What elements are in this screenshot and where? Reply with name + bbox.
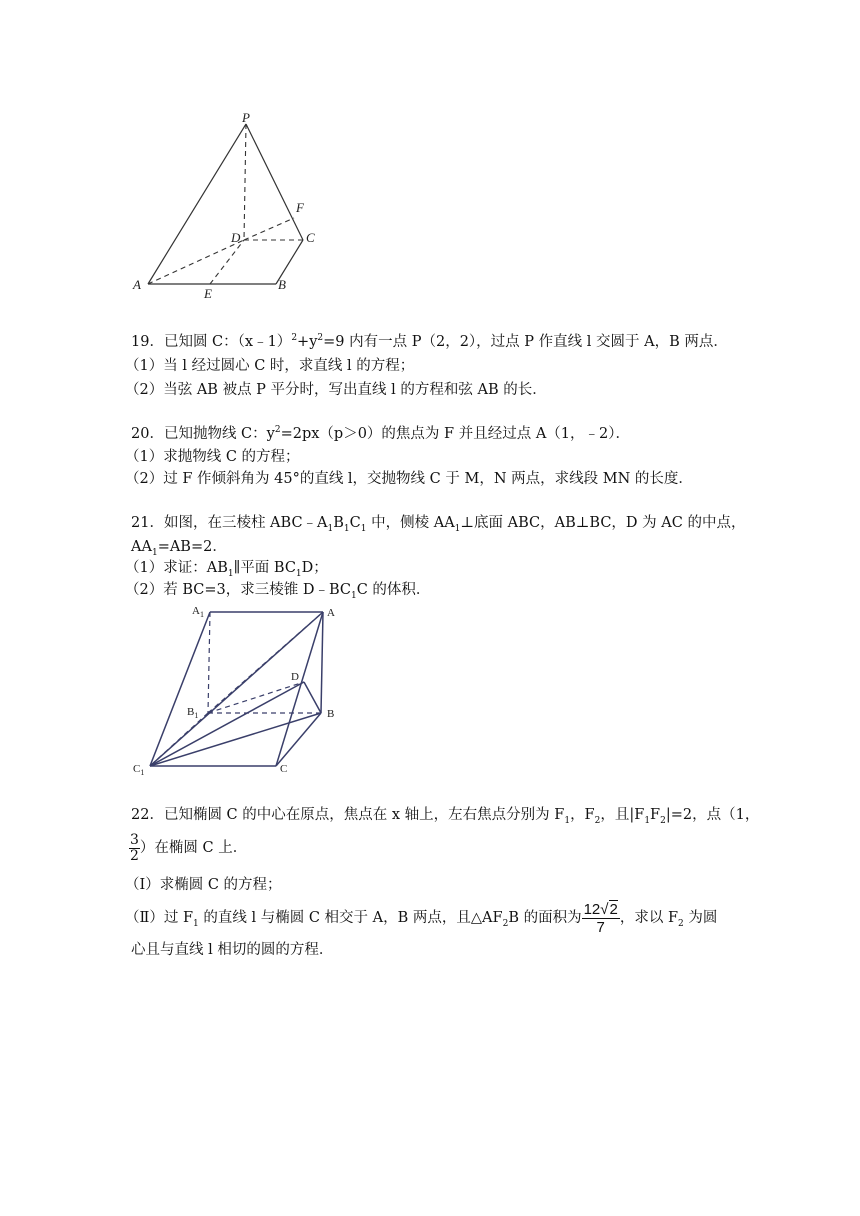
- edge-CB: [276, 713, 321, 766]
- q22-part2: （Ⅱ）过 $F_1$ 的直线 l 与椭圆 C 相交于 A，B 两点，且$\triangle AF_2B$ 的面积为 $\frac{12√2}{7}$ ，求以 $F_2$ 为圆: [125, 900, 718, 936]
- segment-C1B: [150, 713, 321, 766]
- area-fraction: $\frac{12√2}{7}$: [583, 900, 618, 936]
- label-C1: $C_1$: [133, 763, 145, 777]
- q19-part2: （2）当弦 AB 被点 P 平分时，写出直线 l 的方程和弦 AB 的长．: [125, 382, 547, 398]
- prism-figure: [128, 600, 343, 778]
- edge-PC: [246, 124, 303, 240]
- label-D: D: [291, 671, 299, 683]
- label-C: C: [280, 763, 288, 775]
- q22-stem-line1: 22．已知椭圆 C 的中心在原点，焦点在 x 轴上，左右焦点分别为 $F_1$，$F_2$，且$|F_1F_2|=2$，点（1，: [131, 807, 760, 826]
- q21-stem-line2: $AA_1=AB=2$．: [131, 539, 227, 558]
- label-F: F: [296, 200, 304, 215]
- edge-A1C1: [150, 612, 210, 766]
- edge-AB: [321, 612, 323, 713]
- fraction-three-halves: $\frac{3}{2}$: [130, 831, 139, 864]
- edge-AC: [276, 612, 323, 766]
- label-P: P: [242, 110, 250, 125]
- q20-stem: 20．已知抛物线 C：$y^2=2px(p>0)$的焦点为 F 并且经过点 A（1，﹣2）．: [131, 425, 630, 442]
- pyramid-figure: [128, 108, 328, 303]
- edge-AD: [148, 240, 244, 284]
- edge-A1B1: [208, 612, 210, 713]
- q22-stem-line2: $\frac{3}{2}$ ）在椭圆 C 上．: [130, 831, 248, 864]
- label-E: E: [204, 286, 212, 301]
- segment-B1A: [208, 612, 323, 713]
- segment-C1D: [150, 682, 304, 766]
- label-B1: $B_1$: [187, 706, 199, 720]
- edge-PD: [244, 124, 246, 240]
- q21-stem-line1: 21．如图，在三棱柱 $ABC﹣A_1B_1C_1$ 中，侧棱 $AA_1\perp$底面 ABC，AB⊥BC，D 为 AC 的中点，: [131, 515, 746, 534]
- segment-ED: [210, 240, 244, 284]
- segment-DB: [304, 682, 321, 713]
- q21-part1: （1）求证：$AB_1\parallel$平面 $BC_1D$；: [125, 560, 328, 579]
- q20-part2: （2）过 F 作倾斜角为 45°的直线 l，交抛物线 C 于 M，N 两点，求线段 MN 的长度．: [125, 471, 693, 487]
- q21-part2: （2）若 BC=3，求三棱锥 $D﹣BC_1C$ 的体积．: [125, 582, 431, 601]
- edge-PA: [148, 124, 246, 284]
- label-B: B: [278, 277, 286, 292]
- label-A: A: [133, 277, 141, 292]
- q22-part2-cont: 心且与直线 l 相切的圆的方程．: [131, 942, 334, 958]
- label-C: C: [306, 230, 315, 245]
- label-B: B: [327, 708, 335, 720]
- q19-part1: （1）当 l 经过圆心 C 时，求直线 l 的方程；: [125, 358, 415, 374]
- q22-part1: （Ⅰ）求椭圆 C 的方程；: [125, 877, 282, 893]
- label-D: D: [231, 230, 241, 245]
- q19-stem: 19．已知圆 C：$(x﹣1)^2+y^2=9$ 内有一点 P（2，2），过点 P 作直线 l 交圆于 A，B 两点．: [131, 333, 728, 350]
- label-A: A: [327, 607, 335, 619]
- segment-DF: [244, 218, 294, 240]
- label-A1: $A_1$: [192, 605, 204, 619]
- q20-part1: （1）求抛物线 C 的方程；: [125, 449, 300, 465]
